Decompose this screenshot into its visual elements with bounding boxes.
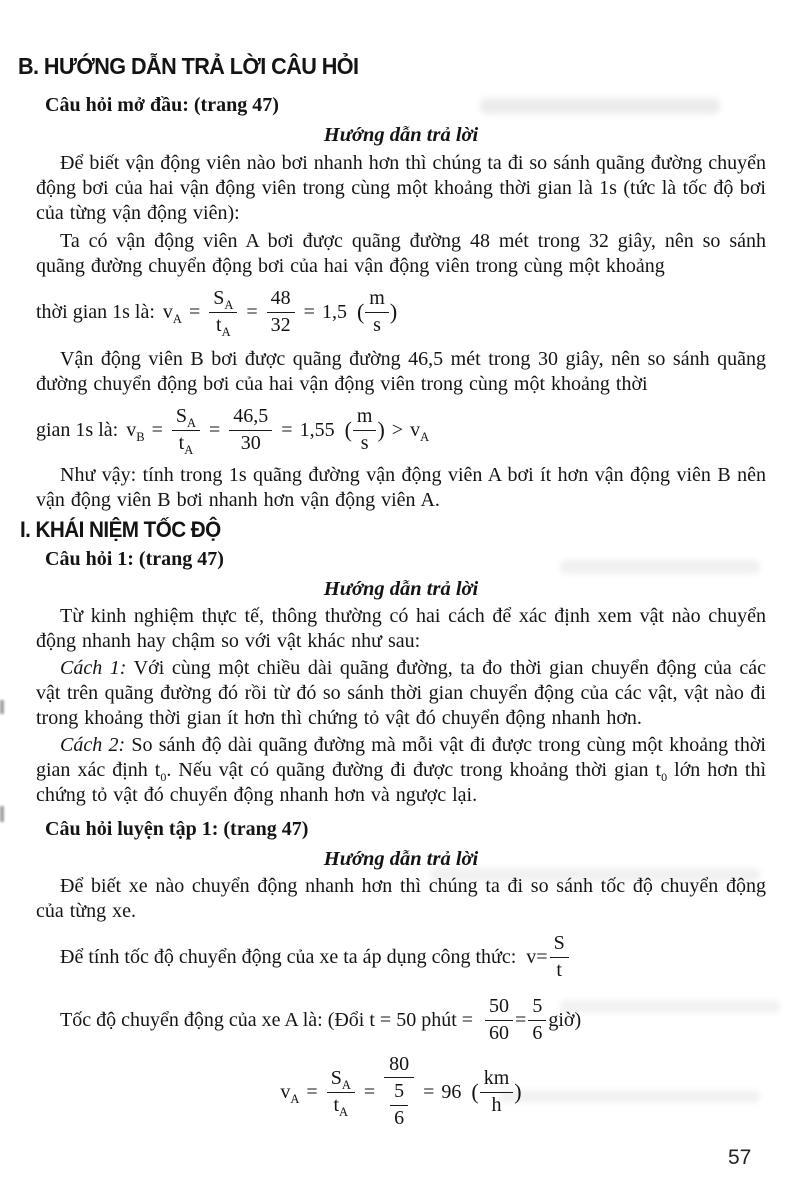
formula-line-convert (36, 992, 766, 1048)
formula-lead: gian 1s là: (36, 418, 119, 441)
subscript: A (341, 1077, 351, 1092)
result-value: 1,5 (321, 300, 347, 323)
formula-tail-text: giờ) (548, 1008, 582, 1031)
method-1-text: Với cùng một chiều dài quãng đường, ta đo thời gian chuyển động của các vật trên quãng đường đó rồi từ đó so sánh thời gian chuyển động của các vật, vật nào đi trong khoảng thời gian ít hơn thì chứng tỏ vật đó chuyển động nhanh hơn. (36, 657, 766, 729)
equals-operator: = (281, 418, 293, 441)
section-1-heading: I. KHÁI NIỆM TỐC ĐỘ (20, 517, 221, 542)
denominator (172, 431, 200, 456)
subscript: A (172, 311, 182, 326)
numerator: 48 (267, 287, 295, 313)
fraction-sa-ta (209, 287, 237, 337)
open-paren: ( (344, 417, 352, 442)
equals-operator: = (188, 300, 201, 323)
close-paren: ) (514, 1079, 522, 1104)
formula-lead: thời gian 1s là: (36, 300, 155, 323)
denominator (209, 313, 237, 338)
practice-question-1-label: Câu hỏi luyện tập 1: (trang 47) (45, 818, 309, 840)
subscript: B (136, 429, 145, 444)
unit-numerator: km (480, 1067, 514, 1093)
numerator: 5 (528, 995, 546, 1021)
equals-operator: = (209, 418, 221, 441)
section-b-heading: B. HƯỚNG DẪN TRẢ LỜI CÂU HỎI (18, 53, 359, 79)
close-paren: ) (389, 299, 398, 324)
subscript: A (339, 1104, 349, 1119)
paragraph-two-ways: Từ kinh nghiệm thực tế, thông thường có hai cách để xác định xem vật nào chuyển động nhanh hay chậm so với vật khác như sau: (36, 605, 766, 652)
variable: v (126, 418, 137, 441)
numerator: 50 (485, 995, 513, 1021)
formula-final-speed-a (36, 1050, 766, 1134)
close-paren: ) (377, 417, 385, 442)
denominator: t (556, 958, 562, 981)
variable-va (280, 1081, 299, 1104)
numerator: S (550, 932, 569, 958)
numerator: 5 (390, 1080, 408, 1106)
paragraph-method-2 (36, 733, 766, 808)
denominator: 6 (394, 1106, 405, 1129)
guide-title-1: Hướng dẫn trả lời (323, 124, 479, 146)
unit-denominator: s (360, 431, 369, 454)
variable-vb (126, 419, 144, 442)
result-value: 96 (441, 1080, 462, 1103)
subscript: A (186, 415, 196, 430)
method-2-label: Cách 2: (60, 734, 126, 756)
formula-lead-text: Để tính tốc độ chuyển động của xe ta áp dụng công thức: (60, 945, 517, 968)
variable: v (280, 1080, 291, 1103)
fraction-s-t (550, 932, 569, 982)
formula-line-velocity (36, 926, 766, 988)
fraction-48-32 (267, 287, 295, 337)
numerator (172, 405, 200, 431)
unit-fraction-km-h (480, 1067, 514, 1117)
equals-operator: = (151, 418, 163, 441)
open-paren: ( (356, 299, 365, 324)
unit-denominator: h (491, 1093, 502, 1116)
paragraph-method-1 (36, 656, 766, 731)
greater-than-operator: > (391, 418, 404, 441)
question-1-label: Câu hỏi 1: (trang 47) (45, 548, 224, 570)
denominator-symbol: t (333, 1093, 340, 1116)
paragraph-intro: Để biết vận động viên nào bơi nhanh hơn thì chúng ta đi so sánh quãng đường chuyển động bơi của hai vận động viên trong cùng một khoảng thời gian là 1s (tức là tốc độ bơi của từng vận động viên): (36, 152, 766, 224)
method-1-label: Cách 1: (60, 657, 127, 679)
fraction-5-6 (528, 995, 546, 1045)
equals-operator: = (246, 300, 258, 323)
numerator: 46,5 (229, 405, 272, 431)
variable: v (410, 418, 421, 441)
fraction-80-over-5-6 (384, 1053, 414, 1132)
guide-title-2: Hướng dẫn trả lời (323, 578, 479, 600)
subscript-t0: 0 (661, 770, 668, 784)
subscript: A (420, 429, 430, 444)
numerator (209, 287, 237, 313)
equals-operator: = (536, 945, 548, 968)
equals-operator: = (515, 1008, 527, 1031)
variable-v: v (526, 945, 537, 968)
numerator-symbol: S (213, 286, 225, 309)
denominator-nested (384, 1078, 414, 1131)
subscript: A (221, 324, 231, 339)
variable-va (410, 419, 429, 442)
formula-speed-b (36, 399, 766, 461)
unit-denominator: s (373, 313, 381, 336)
unit-numerator: m (353, 405, 377, 431)
numerator-symbol: S (330, 1066, 342, 1089)
unit-fraction-m-s (353, 405, 377, 455)
denominator: 30 (240, 431, 261, 454)
unit-fraction-m-s (365, 287, 389, 337)
variable: v (162, 300, 173, 323)
numerator (327, 1067, 355, 1093)
equals-operator: = (306, 1080, 318, 1103)
paragraph-compare-speed: Để biết xe nào chuyển động nhanh hơn thì chúng ta đi so sánh tốc độ chuyển động của từng xe. (36, 875, 766, 922)
subscript-t0: 0 (160, 770, 167, 784)
paragraph-athlete-b: Vận động viên B bơi được quãng đường 46,5 mét trong 30 giây, nên so sánh quãng đường chuyển động bơi của hai vận động viên trong cùng một khoảng thời (36, 348, 766, 395)
variable-va (163, 301, 182, 324)
numerator-symbol: S (175, 404, 187, 427)
paragraph-athlete-a: Ta có vận động viên A bơi được quãng đường 48 mét trong 32 giây, nên so sánh quãng đường chuyển động bơi của hai vận động viên trong cùng một khoảng (36, 230, 766, 277)
denominator: 6 (532, 1021, 543, 1044)
fraction-sa-ta (172, 405, 200, 455)
fraction-sa-ta (327, 1067, 355, 1117)
open-paren: ( (471, 1079, 479, 1104)
formula-lead-text: Tốc độ chuyển động của xe A là: (Đổi t = 50 phút = (60, 1008, 474, 1031)
result-value: 1,55 (299, 418, 335, 441)
denominator: 60 (489, 1021, 510, 1044)
paragraph-conclusion: Như vậy: tính trong 1s quãng đường vận động viên A bơi ít hơn vận động viên B nên vận động viên B bơi nhanh hơn vận động viên A. (36, 464, 766, 511)
subscript: A (184, 442, 194, 457)
denominator: 32 (270, 313, 291, 336)
denominator-symbol: t (178, 431, 185, 454)
denominator (327, 1093, 355, 1118)
numerator: 80 (384, 1053, 414, 1079)
fraction-465-30 (229, 405, 272, 455)
method-2-text-2: . Nếu vật có quãng đường đi được trong khoảng thời gian t (166, 759, 662, 781)
page-content (18, 52, 766, 1136)
unit-numerator: m (365, 287, 389, 313)
scan-edge-artifact (0, 700, 4, 714)
question-intro-label: Câu hỏi mở đầu: (trang 47) (45, 94, 279, 116)
method-2-text-3: lớn hơn thì chứng tỏ vật đó chuyển động nhanh hơn và ngược lại. (36, 759, 766, 806)
guide-title-3: Hướng dẫn trả lời (323, 848, 479, 870)
fraction-5-6 (390, 1080, 408, 1130)
subscript: A (290, 1091, 300, 1106)
scan-edge-artifact (0, 806, 4, 822)
page-number: 57 (728, 1146, 752, 1169)
fraction-50-60 (485, 995, 513, 1045)
denominator-symbol: t (216, 313, 222, 336)
equals-operator: = (423, 1080, 435, 1103)
equals-operator: = (303, 300, 315, 323)
method-2-text-1: So sánh độ dài quãng đường mà mỗi vật đi được trong cùng một khoảng thời gian xác định t (36, 734, 766, 781)
subscript: A (224, 297, 234, 312)
equals-operator: = (363, 1080, 376, 1103)
formula-speed-a (36, 281, 766, 343)
